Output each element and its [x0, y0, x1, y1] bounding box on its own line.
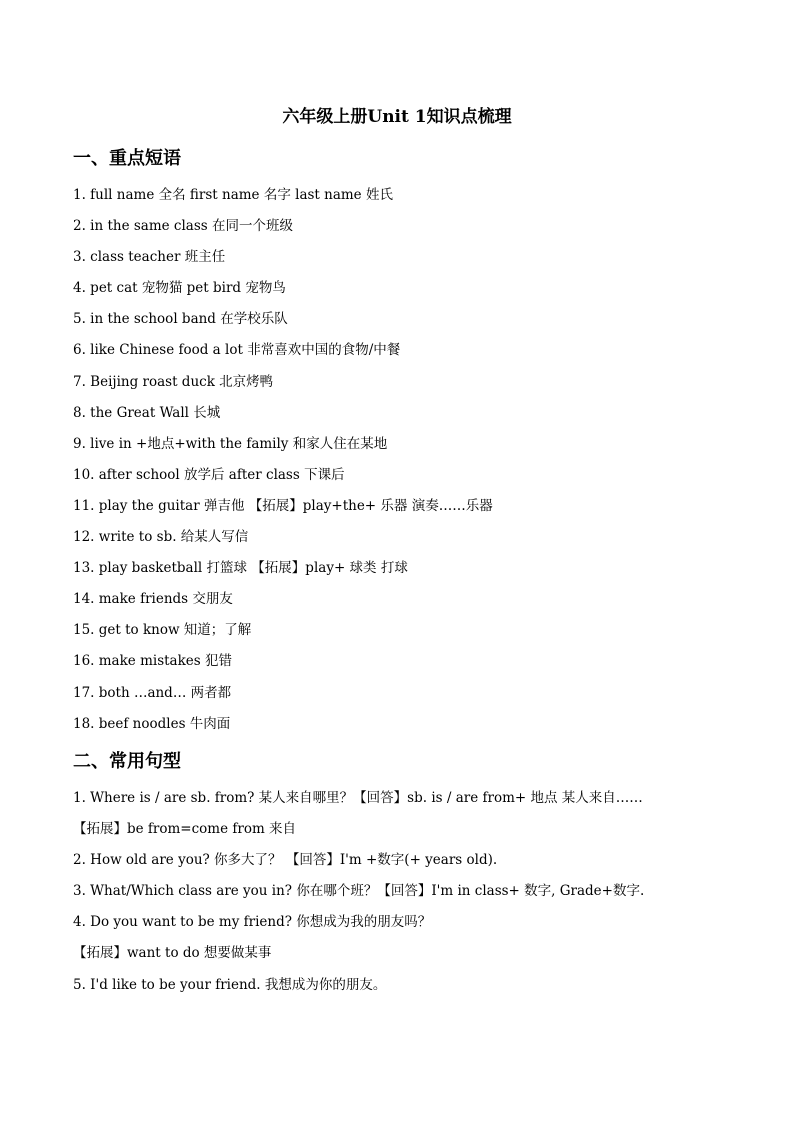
key-phrases-list	[73, 180, 493, 740]
list-item: 12. write to sb. 给某人写信	[73, 529, 249, 546]
list-item: 【拓展】want to do 想要做某事	[73, 945, 272, 962]
list-item: 15. get to know 知道；了解	[73, 622, 252, 639]
section-heading-common-sentences: 二、常用句型	[73, 751, 181, 772]
list-item: 5. in the school band 在学校乐队	[73, 311, 288, 328]
list-item: 16. make mistakes 犯错	[73, 653, 232, 670]
list-item: 14. make friends 交朋友	[73, 591, 233, 608]
common-sentences-list	[73, 783, 644, 1001]
section-heading-key-phrases: 一、重点短语	[73, 148, 181, 169]
list-item: 10. after school 放学后 after class 下课后	[73, 466, 345, 483]
list-item: 18. beef noodles 牛肉面	[73, 715, 231, 732]
list-item: 【拓展】be from=come from 来自	[73, 821, 297, 838]
list-item: 4. Do you want to be my friend? 你想成为我的朋友吗？	[73, 914, 432, 931]
list-item: 3. class teacher 班主任	[73, 249, 226, 266]
list-item: 4. pet cat 宠物猫 pet bird 宠物鸟	[73, 280, 286, 297]
list-item: 7. Beijing roast duck 北京烤鸭	[73, 373, 274, 390]
document-title: 六年级上册Unit 1知识点梳理	[282, 107, 512, 127]
list-item: 8. the Great Wall 长城	[73, 404, 221, 421]
list-item: 17. both …and… 两者都	[73, 684, 232, 701]
list-item: 9. live in +地点+with the family 和家人住在某地	[73, 435, 388, 452]
list-item: 2. How old are you? 你多大了？ 【回答】I'm +数字(+ years old).	[73, 852, 498, 869]
list-item: 11. play the guitar 弹吉他 【拓展】play+the+ 乐器 演奏……乐器	[73, 497, 493, 514]
list-item: 13. play basketball 打篮球 【拓展】play+ 球类 打球	[73, 560, 408, 577]
list-item: 6. like Chinese food a lot 非常喜欢中国的食物/中餐	[73, 342, 401, 359]
list-item: 1. Where is / are sb. from? 某人来自哪里？【回答】sb. is / are from+ 地点 某人来自……	[73, 790, 643, 806]
list-item: 3. What/Which class are you in? 你在哪个班？【回答】I'm in class+ 数字, Grade+数字.	[73, 883, 645, 900]
list-item: 1. full name 全名 first name 名字 last name 姓氏	[73, 187, 393, 203]
list-item: 2. in the same class 在同一个班级	[73, 218, 294, 235]
list-item: 5. I'd like to be your friend. 我想成为你的朋友。	[73, 976, 387, 993]
